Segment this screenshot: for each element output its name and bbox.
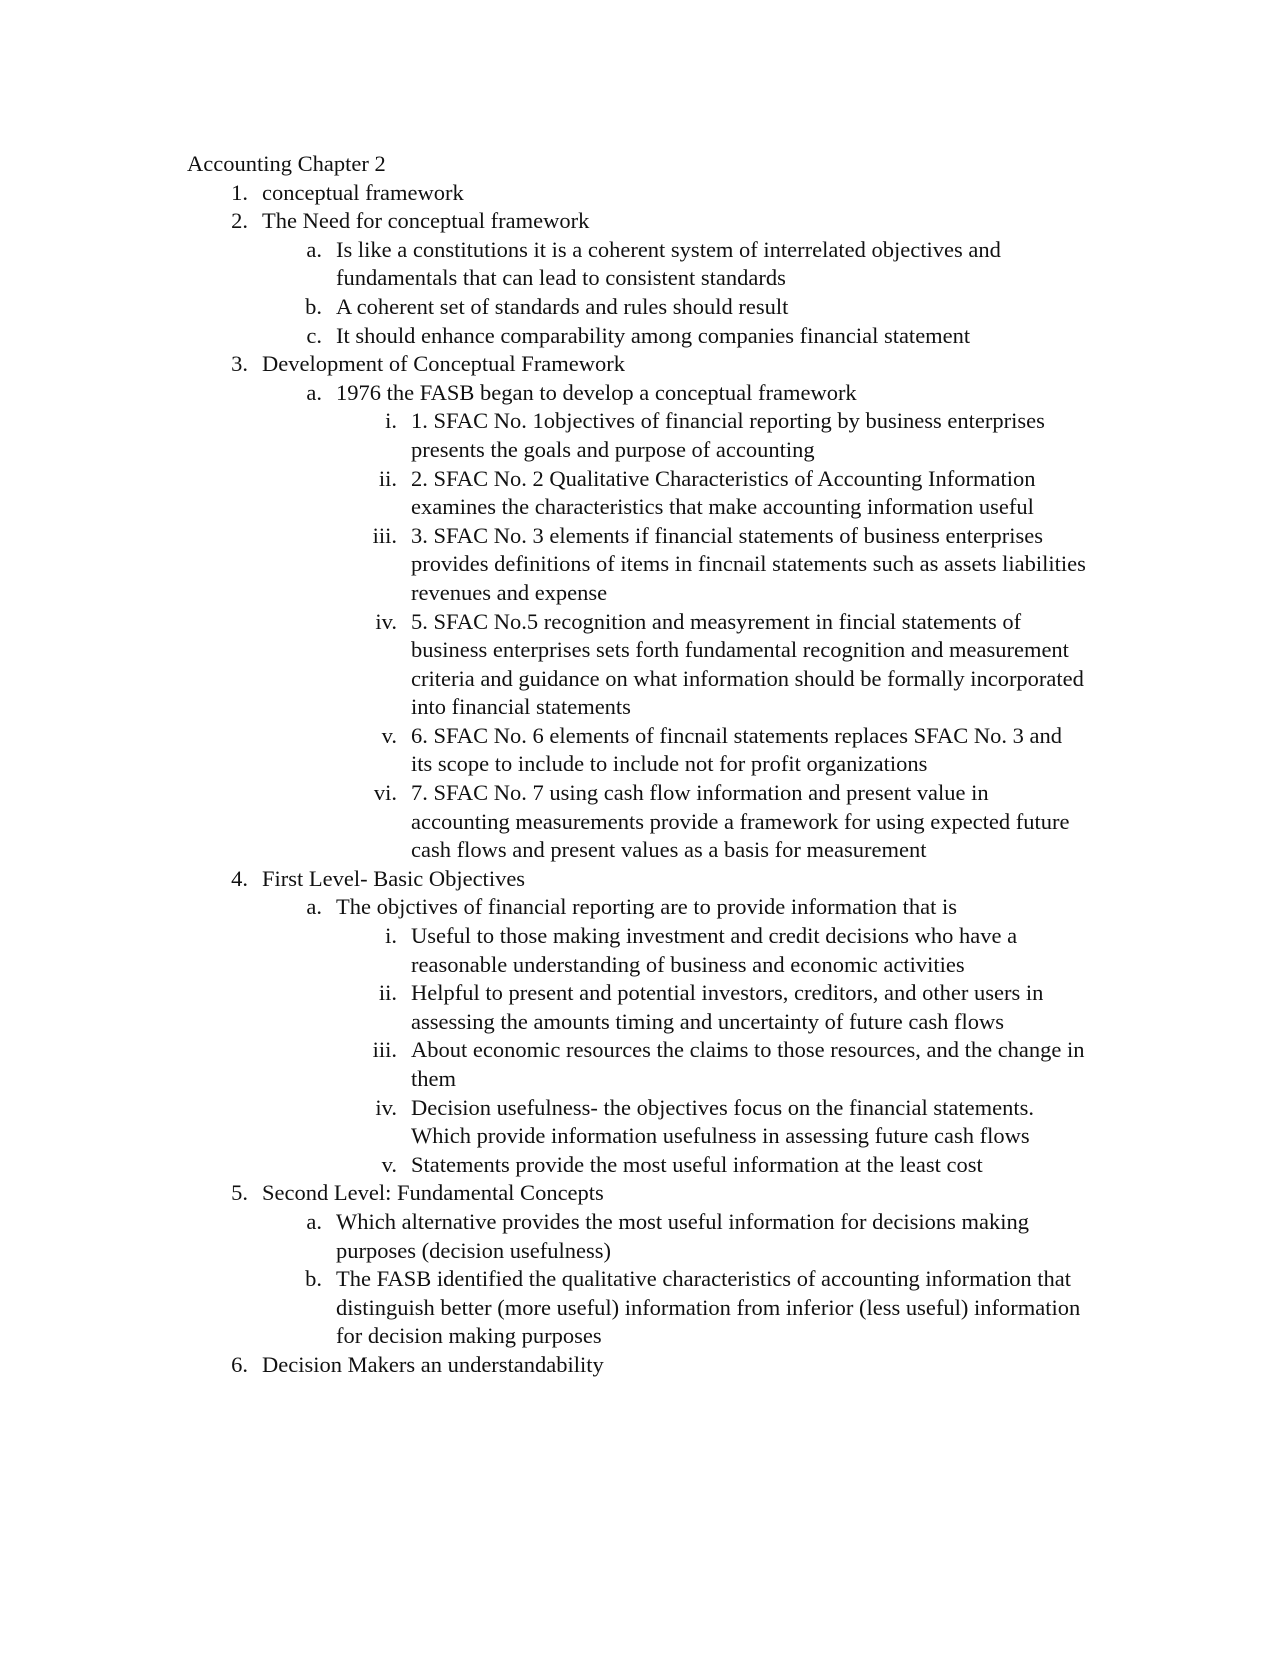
list-item [187,779,1087,865]
list-item [187,1151,1087,1180]
list-item-text: 7. SFAC No. 7 using cash flow information and present value in accounting measurements provide a framework for using expected future cash flows and present values as a basis for measurement [411,780,1070,863]
list-item-text: It should enhance comparability among companies financial statement [336,322,971,348]
list-marker: ii. [378,465,397,491]
outline-list [187,179,1087,1380]
list-item [187,522,1087,608]
list-marker: a. [306,894,322,920]
list-marker: a. [306,236,322,262]
list-marker: iii. [372,522,397,548]
list-item [187,350,1087,379]
list-item [187,1351,1087,1380]
list-item-text: The Need for conceptual framework [262,208,590,234]
list-marker: 5. [231,1180,248,1206]
list-item [187,322,1087,351]
list-item-text: The FASB identified the qualitative characteristics of accounting information that distinguish better (more useful) information from inferior (less useful) information for decision making purposes [336,1266,1081,1349]
list-item [187,379,1087,408]
list-item [187,1179,1087,1208]
list-item [187,293,1087,322]
list-item-text: Useful to those making investment and credit decisions who have a reasonable understanding of business and economic activities [411,923,1018,977]
list-item-text: conceptual framework [262,179,464,205]
list-item-text: Decision Makers an understandability [262,1351,604,1377]
list-item-text: Helpful to present and potential investors, creditors, and other users in assessing the amounts timing and uncertainty of future cash flows [411,980,1044,1034]
list-item [187,207,1087,236]
list-marker: a. [306,379,322,405]
list-item [187,979,1087,1036]
list-item-text: The objctives of financial reporting are to provide information that is [336,894,958,920]
list-item [187,465,1087,522]
list-marker: vi. [373,780,397,806]
list-item-text: Development of Conceptual Framework [262,351,626,377]
list-item-text: 2. SFAC No. 2 Qualitative Characteristics of Accounting Information examines the characteristics that make accounting information useful [411,465,1036,520]
list-marker: 1. [231,179,248,205]
list-item [187,1036,1087,1093]
list-item [187,1265,1087,1351]
list-marker: b. [305,293,322,319]
list-item-text: 6. SFAC No. 6 elements of fincnail statements replaces SFAC No. 3 and its scope to include to include not for profit organizations [411,722,1062,777]
list-item [187,893,1087,922]
list-item [187,179,1087,208]
list-item [187,236,1087,293]
list-item [187,608,1087,722]
list-item-text: A coherent set of standards and rules should result [336,293,789,319]
list-marker: a. [306,1208,322,1234]
list-marker: iv. [375,608,397,634]
list-item-text: Is like a constitutions it is a coherent system of interrelated objectives and fundamentals that can lead to consistent standards [336,236,1001,291]
list-item-text: 1976 the FASB began to develop a conceptual framework [336,379,857,405]
list-item-text: Second Level: Fundamental Concepts [262,1180,604,1206]
list-marker: i. [385,923,397,949]
list-item [187,407,1087,464]
list-marker: 4. [231,865,248,891]
list-marker: 3. [231,351,248,377]
list-marker: v. [381,722,397,748]
list-item-text: 5. SFAC No.5 recognition and measyrement in fincial statements of business enterprises sets forth fundamental recognition and measurement criteria and guidance on what information should be formally incorporated into financial statements [411,608,1084,720]
list-marker: v. [381,1151,397,1177]
list-item [187,922,1087,979]
list-item-text: 3. SFAC No. 3 elements if financial statements of business enterprises provides definitions of items in fincnail statements such as assets liabilities revenues and expense [411,522,1086,605]
list-item-text: First Level- Basic Objectives [262,865,526,891]
list-marker: 6. [231,1351,248,1377]
list-marker: i. [385,408,397,434]
list-marker: 2. [231,208,248,234]
list-item-text: 1. SFAC No. 1objectives of financial reporting by business enterprises presents the goals and purpose of accounting [411,408,1045,462]
document-body [187,150,1087,1380]
list-marker: ii. [378,980,397,1006]
list-item-text: Decision usefulness- the objectives focus on the financial statements. Which provide information usefulness in assessing future cash flows [411,1094,1034,1149]
list-item-text: Statements provide the most useful information at the least cost [411,1151,983,1177]
document-title: Accounting Chapter 2 [187,151,386,176]
list-marker: c. [306,322,322,348]
list-marker: b. [305,1266,322,1292]
list-item-text: About economic resources the claims to those resources, and the change in them [411,1037,1085,1091]
list-item [187,865,1087,894]
list-marker: iii. [372,1037,397,1063]
list-marker: iv. [375,1094,397,1120]
list-item-text: Which alternative provides the most useful information for decisions making purposes (decision usefulness) [336,1208,1029,1263]
list-item [187,1208,1087,1265]
list-item [187,722,1087,779]
list-item [187,1094,1087,1151]
